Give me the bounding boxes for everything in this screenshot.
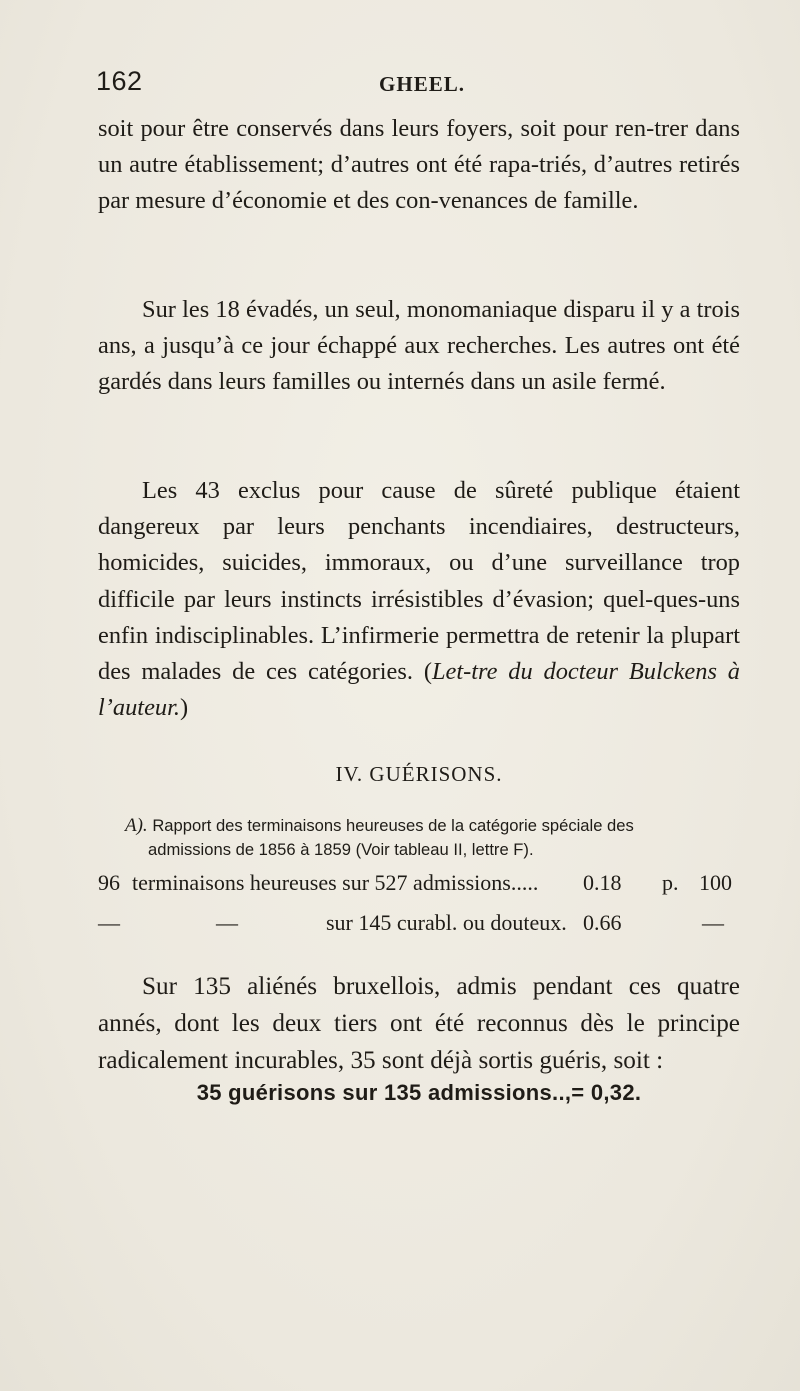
subsection-caption (98, 814, 740, 862)
running-head: GHEEL. (379, 72, 465, 96)
paragraph-2: Sur les 18 évadés, un seul, monomaniaque disparu il y a trois ans, a jusqu’à ce jour échappé aux recherches. Les autres ont été gardés dans leurs familles ou internés dans un asile fermé. (98, 296, 740, 396)
row-label: sur 145 curabl. ou douteux. (326, 910, 567, 935)
subsection-caption-line-1 (98, 814, 740, 838)
subsection-marker: A). (125, 815, 148, 836)
ratio-value: 0.66 (583, 910, 622, 935)
statistics-row (98, 870, 740, 902)
ratio-base: 100 (699, 870, 732, 895)
paragraph-3 (98, 473, 740, 726)
row-label: terminaisons heureuses sur 527 admissions..... (132, 870, 539, 895)
citation: Let-tre du docteur Bulckens à l’auteur. (98, 658, 740, 722)
summary-line: 35 guérisons sur 135 admissions..,= 0,32. (196, 1080, 642, 1105)
statistics-row (98, 910, 740, 942)
ditto-mark: — (702, 910, 724, 935)
subsection-caption-text-1: Rapport des terminaisons heureuses de la catégorie spéciale des (152, 816, 634, 835)
ditto-mark: — (98, 910, 120, 935)
paragraph-1: soit pour être conservés dans leurs foyers, soit pour ren-trer dans un autre établissement; d’autres ont été rapa-triés, d’autres retirés par mesure d’économie et des con-venances de famille. (98, 115, 740, 215)
paragraph-4: Sur 135 aliénés bruxellois, admis pendant ces quatre annés, dont les deux tiers ont été reconnus dès le principe radicalement incurables, 35 sont déjà sortis guéris, soit : (98, 973, 740, 1074)
paragraph-3-text: Les 43 exclus pour cause de sûreté publique étaient dangereux par leurs penchants incendiaires, destructeurs, homicides, suicides, immoraux, ou d’une surveillance trop difficile par leurs instincts irrésistibles d’évasion; quel-ques-uns enfin indisciplinables. L’infirmerie permettra de retenir la plupart des malades de ces catégories. ( (98, 477, 740, 686)
section-heading: IV. GUÉRISONS. (335, 762, 503, 786)
count-value: 96 (98, 870, 120, 895)
page-number: 162 (96, 66, 143, 96)
ratio-value: 0.18 (583, 870, 622, 895)
ratio-unit: p. (662, 870, 679, 895)
subsection-caption-line-2: admissions de 1856 à 1859 (Voir tableau II, lettre F). (148, 840, 534, 859)
citation-close: ) (179, 694, 189, 722)
page-header (96, 66, 716, 100)
ditto-mark: — (216, 910, 238, 935)
